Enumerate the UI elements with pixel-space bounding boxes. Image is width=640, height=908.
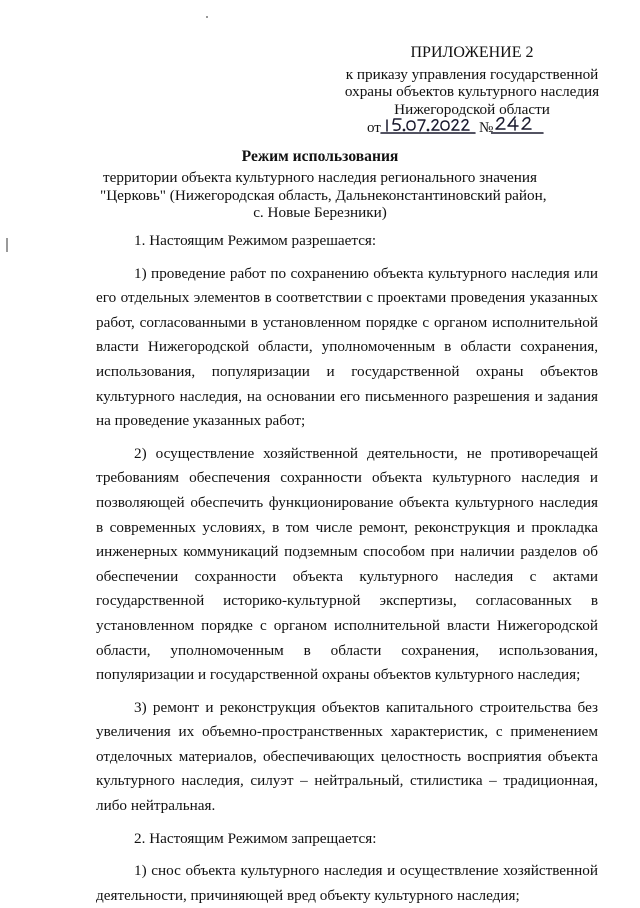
appendix-line-1: к приказу управления государственной xyxy=(345,65,599,83)
regime-subtitle-3: с. Новые Березники) xyxy=(253,204,387,222)
paragraph-allowed-3: 3) ремонт и реконструкция объектов капитального строительства без увеличения их объемно-пространственных характеристик, с применением отделочных материалов, обеспечивающих целостность восприятия объекта культурного наследия, силуэт – нейтральный, стилистика – традиционная, либо нейтральная. xyxy=(96,698,598,815)
paragraph-allowed-heading: 1. Настоящим Режимом разрешается: xyxy=(134,232,377,249)
scan-speck xyxy=(206,16,208,18)
regime-title: Режим использования xyxy=(241,148,399,165)
document-body xyxy=(96,229,598,908)
appendix-line-2: охраны объектов культурного наследия xyxy=(344,83,600,100)
appendix-date-line xyxy=(332,118,612,138)
handwritten-number xyxy=(491,114,551,136)
appendix-block xyxy=(332,44,612,138)
date-prefix: от xyxy=(367,120,381,136)
handwritten-date xyxy=(367,114,477,136)
paragraph-allowed-2: 2) осуществление хозяйственной деятельности, не противоречащей требованиям обеспечения сохранности объекта культурного наследия и позволяющей обеспечить функционирование объекта культурного наследия в современных условиях, в том числе ремонт, реконструкция и прокладка инженерных коммуникаций подземным способом при наличии разделов об обеспечении сохранности объекта культурного наследия с актами государственной историко-культурной экспертизы, согласованных в установленном порядке с органом исполнительной власти Нижегородской области, уполномоченным в области сохранения, использования, популяризации и государственной охраны объектов культурного наследия; xyxy=(96,444,598,684)
paragraph-allowed-1: 1) проведение работ по сохранению объекта культурного наследия или его отдельных элементов в соответствии с проектами проведения указанных работ, согласованными в установленном порядке с органом исполнительной власти Нижегородской области, уполномоченным в области сохранения, использования, популяризации и государственной охраны объектов культурного наследия, на основании его письменного разрешения и задания на проведение указанных работ; xyxy=(96,264,598,430)
number-prefix: № xyxy=(479,120,494,136)
appendix-title: ПРИЛОЖЕНИЕ 2 xyxy=(410,44,534,61)
regime-heading xyxy=(100,148,547,222)
date-number-wrap xyxy=(367,118,577,138)
regime-subtitle-2: "Церковь" (Нижегородская область, Дальнеконстантиновский район, xyxy=(100,186,547,204)
paragraph-forbidden-heading: 2. Настоящим Режимом запрещается: xyxy=(134,829,377,847)
appendix-line-3: Нижегородской области xyxy=(394,100,550,118)
paragraph-forbidden-1: 1) снос объекта культурного наследия и осуществление хозяйственной деятельности, причиняющей вред объекту культурного наследия; xyxy=(96,862,598,904)
regime-subtitle-1: территории объекта культурного наследия регионального значения xyxy=(102,168,538,186)
scan-margin-mark xyxy=(6,238,8,252)
